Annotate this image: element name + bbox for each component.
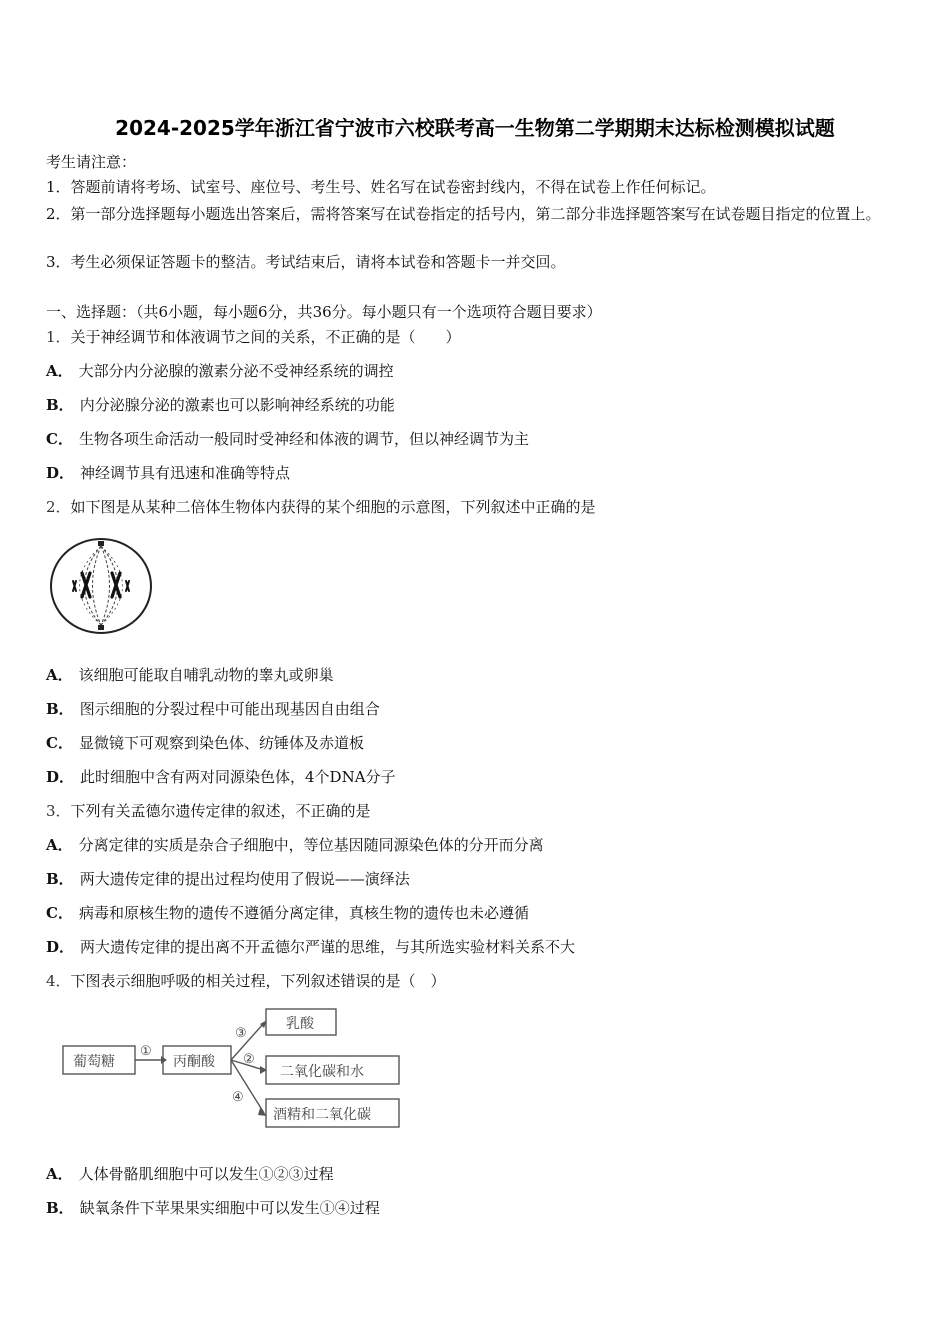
- option-text: 大部分内分泌腺的激素分泌不受神经系统的调控: [78, 362, 394, 380]
- page-title: 2024-2025学年浙江省宁波市六校联考高一生物第二学期期末达标检测模拟试题: [115, 116, 835, 140]
- question-3-stem: [46, 801, 371, 821]
- option-1c: [46, 429, 529, 449]
- option-1a: [46, 361, 394, 381]
- step-1-label: ①: [140, 1044, 152, 1059]
- step-3-label: ③: [235, 1026, 247, 1041]
- option-text: 生物各项生命活动一般同时受神经和体液的调节，但以神经调节为主: [78, 430, 529, 448]
- option-label: B．: [46, 1199, 74, 1217]
- co2-water-label: 二氧化碳和水: [280, 1064, 364, 1080]
- option-label: D．: [46, 464, 75, 482]
- option-label: B．: [46, 700, 74, 718]
- section-heading: 一、选择题：（共6小题，每小题6分，共36分。每小题只有一个选项符合题目要求）: [46, 303, 602, 321]
- option-label: A．: [46, 362, 73, 380]
- option-label: D．: [46, 768, 75, 786]
- option-2a: [46, 665, 334, 685]
- question-2-stem: [46, 497, 596, 517]
- question-text: 下图表示细胞呼吸的相关过程，下列叙述错误的是（ ）: [70, 972, 446, 990]
- question-number: 4．: [46, 972, 71, 990]
- option-label: A．: [46, 666, 73, 684]
- notice-item-2: 2．第一部分选择题每小题选出答案后，需将答案写在试卷指定的括号内，第二部分非选择题答案写在试卷题目指定的位置上。: [46, 205, 881, 223]
- lactic-acid-label: 乳酸: [286, 1016, 314, 1032]
- option-1d: [46, 463, 290, 483]
- glucose-label: 葡萄糖: [73, 1054, 115, 1070]
- step-4-label: ④: [232, 1090, 244, 1105]
- option-text: 分离定律的实质是杂合子细胞中，等位基因随同源染色体的分开而分离: [78, 836, 544, 854]
- option-text: 图示细胞的分裂过程中可能出现基因自由组合: [79, 700, 380, 718]
- option-2c: [46, 733, 364, 753]
- option-label: C．: [46, 430, 73, 448]
- question-text: 关于神经调节和体液调节之间的关系，不正确的是（ ）: [70, 328, 461, 346]
- question-1-stem: [46, 327, 461, 347]
- notice-item-1: 1．答题前请将考场、试室号、座位号、考生号、姓名写在试卷密封线内，不得在试卷上作任何标记。: [46, 178, 716, 196]
- option-text: 神经调节具有迅速和准确等特点: [80, 464, 291, 482]
- option-label: B．: [46, 396, 74, 414]
- option-2b: [46, 699, 380, 719]
- option-label: C．: [46, 734, 73, 752]
- question-text: 如下图是从某种二倍体生物体内获得的某个细胞的示意图，下列叙述中正确的是: [70, 498, 596, 516]
- notice-heading: 考生请注意：: [46, 153, 137, 171]
- respiration-diagram: [60, 1005, 410, 1135]
- option-text: 两大遗传定律的提出过程均使用了假说——演绎法: [79, 870, 410, 888]
- option-label: C．: [46, 904, 73, 922]
- option-text: 缺氧条件下苹果果实细胞中可以发生①④过程: [79, 1199, 380, 1217]
- option-text: 两大遗传定律的提出离不开孟德尔严谨的思维，与其所选实验材料关系不大: [80, 938, 576, 956]
- option-text: 显微镜下可观察到染色体、纺锤体及赤道板: [78, 734, 364, 752]
- option-label: A．: [46, 1165, 73, 1183]
- option-text: 此时细胞中含有两对同源染色体，4个DNA分子: [80, 768, 396, 786]
- option-text: 该细胞可能取自哺乳动物的睾丸或卵巢: [78, 666, 334, 684]
- option-4b: [46, 1198, 380, 1218]
- question-text: 下列有关孟德尔遗传定律的叙述，不正确的是: [70, 802, 371, 820]
- option-3b: [46, 869, 410, 889]
- question-number: 1．: [46, 328, 71, 346]
- option-text: 病毒和原核生物的遗传不遵循分离定律，真核生物的遗传也未必遵循: [78, 904, 529, 922]
- step-2-label: ②: [243, 1052, 255, 1067]
- option-text: 人体骨骼肌细胞中可以发生①②③过程: [78, 1165, 334, 1183]
- option-4a: [46, 1164, 334, 1184]
- option-label: D．: [46, 938, 75, 956]
- option-1b: [46, 395, 395, 415]
- question-4-stem: [46, 971, 446, 991]
- option-2d: [46, 767, 396, 787]
- notice-item-3: 3．考生必须保证答题卡的整洁。考试结束后，请将本试卷和答题卡一并交回。: [46, 253, 566, 271]
- option-3a: [46, 835, 544, 855]
- pyruvate-label: 丙酮酸: [173, 1054, 215, 1070]
- option-text: 内分泌腺分泌的激素也可以影响神经系统的功能: [79, 396, 395, 414]
- question-number: 2．: [46, 498, 71, 516]
- cell-division-figure: [46, 535, 156, 637]
- option-3c: [46, 903, 529, 923]
- alcohol-co2-label: 酒精和二氧化碳: [273, 1107, 371, 1123]
- question-number: 3．: [46, 802, 71, 820]
- option-label: B．: [46, 870, 74, 888]
- option-label: A．: [46, 836, 73, 854]
- option-3d: [46, 937, 575, 957]
